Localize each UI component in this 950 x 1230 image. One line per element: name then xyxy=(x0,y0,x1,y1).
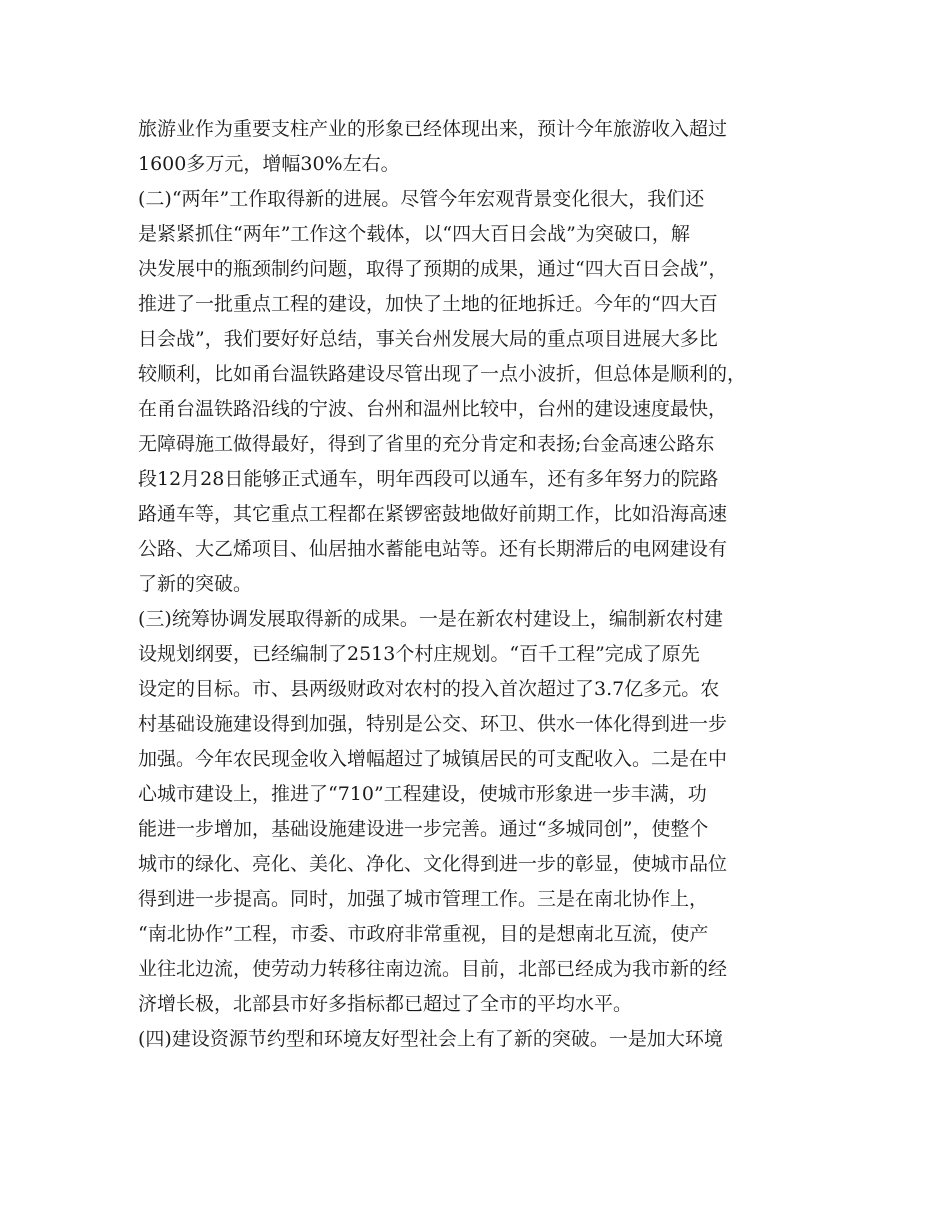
text-line: 心城市建设上，推进了“710”工程建设，使城市形象进一步丰满，功 xyxy=(138,783,707,805)
text-line: 加强。今年农民现金收入增幅超过了城镇居民的可支配收入。二是在中 xyxy=(138,748,728,770)
text-line: “南北协作”工程，市委、市政府非常重视，目的是想南北互流，使产 xyxy=(138,923,709,945)
text-line: 业往北边流，使劳动力转移往南边流。目前，北部已经成为我市新的经 xyxy=(138,958,728,980)
text-line: 无障碍施工做得最好，得到了省里的充分肯定和表扬;台金高速公路东 xyxy=(138,433,715,455)
text-line: 城市的绿化、亮化、美化、净化、文化得到进一步的彰显，使城市品位 xyxy=(138,853,728,875)
text-line: 旅游业作为重要支柱产业的形象已经体现出来，预计今年旅游收入超过 xyxy=(138,118,728,140)
text-line: 设定的目标。市、县两级财政对农村的投入首次超过了3.7亿多元。农 xyxy=(138,678,720,700)
text-line: 得到进一步提高。同时，加强了城市管理工作。三是在南北协作上， xyxy=(138,888,709,910)
text-line: 在甬台温铁路沿线的宁波、台州和温州比较中，台州的建设速度最快， xyxy=(138,398,728,420)
text-line: 了新的突破。 xyxy=(138,573,253,595)
document-body xyxy=(138,112,828,1057)
text-line: 日会战”，我们要好好总结，事关台州发展大局的重点项目进展大多比 xyxy=(138,328,718,350)
text-line: (四)建设资源节约型和环境友好型社会上有了新的突破。一是加大环境 xyxy=(138,1028,723,1050)
text-line: 村基础设施建设得到加强，特别是公交、环卫、供水一体化得到进一步 xyxy=(138,713,728,735)
text-line: 能进一步增加，基础设施建设进一步完善。通过“多城同创”，使整个 xyxy=(138,818,709,840)
text-line: 济增长极，北部县市好多指标都已超过了全市的平均水平。 xyxy=(138,993,633,1015)
text-line: (三)统筹协调发展取得新的成果。一是在新农村建设上，编制新农村建 xyxy=(138,608,723,630)
text-line: 设规划纲要，已经编制了2513个村庄规划。“百千工程”完成了原先 xyxy=(138,643,700,665)
text-line: 是紧紧抓住“两年”工作这个载体，以“四大百日会战”为突破口，解 xyxy=(138,223,690,245)
text-line: 决发展中的瓶颈制约问题，取得了预期的成果，通过“四大百日会战”， xyxy=(138,258,728,280)
text-line: 1600多万元，增幅30%左右。 xyxy=(138,153,400,175)
text-line: (二)“两年”工作取得新的进展。尽管今年宏观背景变化很大，我们还 xyxy=(138,188,705,210)
text-line: 推进了一批重点工程的建设，加快了土地的征地拆迁。今年的“四大百 xyxy=(138,293,718,315)
text-line: 较顺利，比如甬台温铁路建设尽管出现了一点小波折，但总体是顺利的， xyxy=(138,363,747,385)
text-line: 路通车等，其它重点工程都在紧锣密鼓地做好前期工作，比如沿海高速 xyxy=(138,503,728,525)
text-line: 段12月28日能够正式通车，明年西段可以通车，还有多年努力的院路 xyxy=(138,468,719,490)
text-line: 公路、大乙烯项目、仙居抽水蓄能电站等。还有长期滞后的电网建设有 xyxy=(138,538,728,560)
